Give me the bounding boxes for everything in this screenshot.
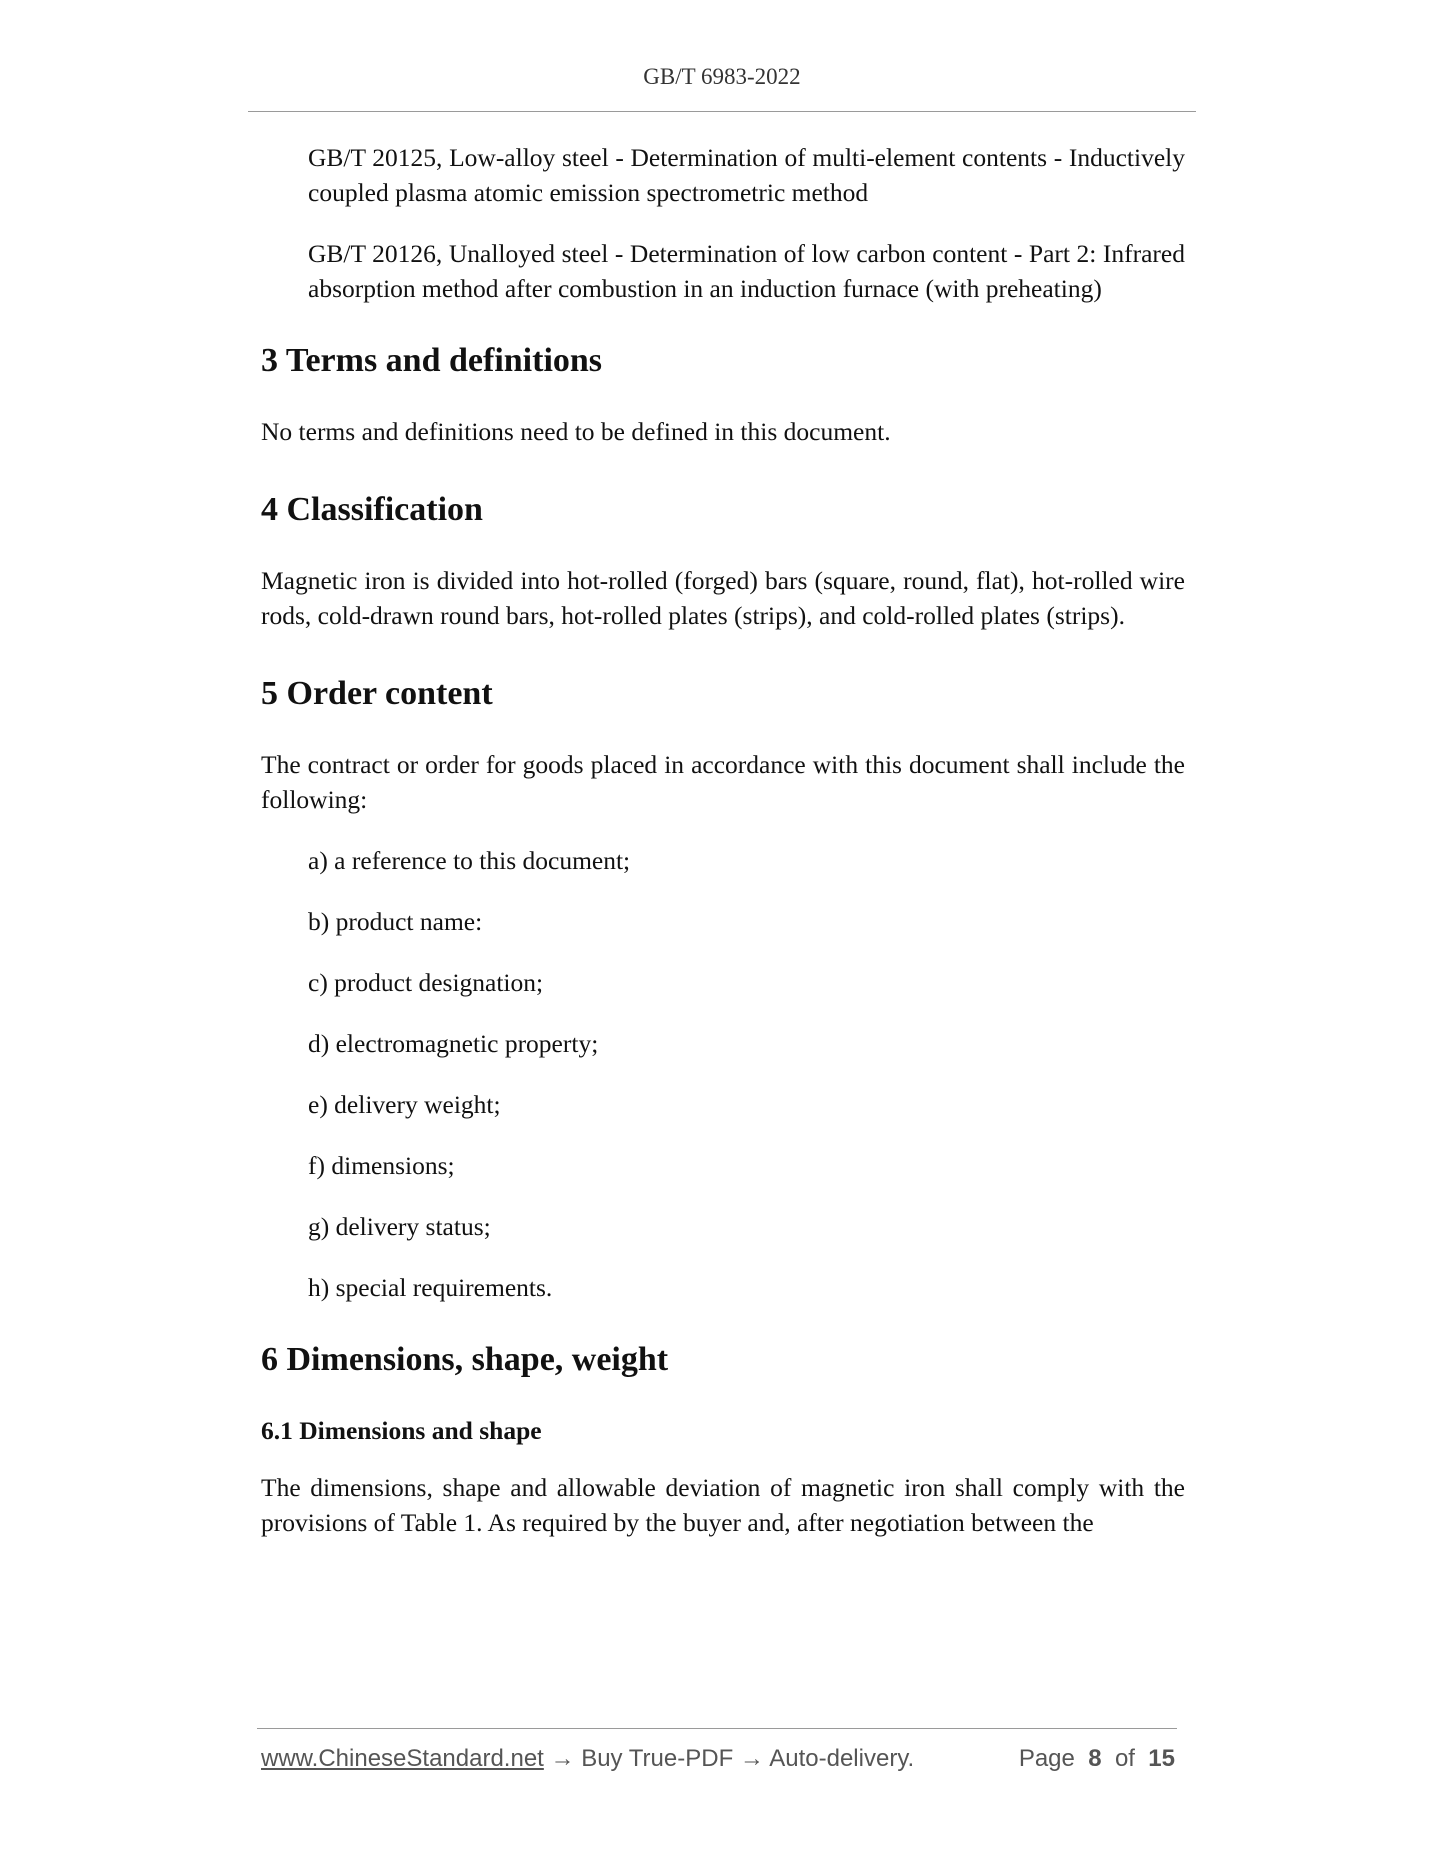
list-item: b) product name: [308, 907, 483, 936]
page-of: of [1114, 1745, 1135, 1772]
arrow-right-icon: → [739, 1745, 764, 1772]
section-5-heading: 5 Order content [261, 675, 493, 712]
footer-delivery-text: Auto-delivery. [769, 1745, 915, 1772]
section-6-heading: 6 Dimensions, shape, weight [261, 1341, 669, 1378]
page-label: Page [1018, 1745, 1075, 1772]
list-item: f) dimensions; [308, 1151, 455, 1180]
arrow-right-icon: → [550, 1745, 575, 1772]
list-item: h) special requirements. [308, 1273, 553, 1302]
section-3-heading: 3 Terms and definitions [261, 342, 603, 379]
section-6-1-heading: 6.1 Dimensions and shape [261, 1416, 542, 1445]
document-body [261, 140, 1185, 1540]
list-item: g) delivery status; [308, 1212, 491, 1241]
footer-buy-text: Buy True-PDF [581, 1745, 734, 1772]
page-header-title: GB/T 6983-2022 [643, 64, 801, 89]
page-indicator [1019, 1745, 1175, 1773]
section-3-text: No terms and definitions need to be defined in this document. [261, 417, 891, 446]
section-4-text: Magnetic iron is divided into hot-rolled (forged) bars (square, round, flat), hot-rolled wire rods, cold-drawn round bars, hot-rolled plates (strips), and cold-rolled plates (strips). [261, 566, 1185, 630]
footer-divider [257, 1728, 1177, 1729]
list-item: d) electromagnetic property; [308, 1029, 599, 1058]
list-item: a) a reference to this document; [308, 846, 631, 875]
list-item: e) delivery weight; [308, 1090, 501, 1119]
section-6-1-text: The dimensions, shape and allowable deviation of magnetic iron shall comply with the provisions of Table 1. As required by the buyer and, after negotiation between the [261, 1473, 1185, 1537]
page-footer [261, 1745, 1177, 1773]
list-item: c) product designation; [308, 968, 544, 997]
reference-gbt-20125: GB/T 20125, Low-alloy steel - Determination of multi-element contents - Inductively coupled plasma atomic emission spectrometric method [308, 143, 1185, 207]
header-divider [248, 111, 1196, 112]
page-current: 8 [1088, 1745, 1102, 1772]
order-content-list [261, 843, 1185, 1305]
footer-site-link[interactable]: www.ChineseStandard.net [261, 1745, 544, 1772]
section-4-heading: 4 Classification [261, 491, 483, 528]
page-total: 15 [1148, 1745, 1175, 1772]
reference-gbt-20126: GB/T 20126, Unalloyed steel - Determination of low carbon content - Part 2: Infrared absorption method after combustion in an induction furnace (with preheating) [308, 239, 1185, 303]
section-5-text: The contract or order for goods placed in accordance with this document shall include the following: [261, 750, 1185, 814]
